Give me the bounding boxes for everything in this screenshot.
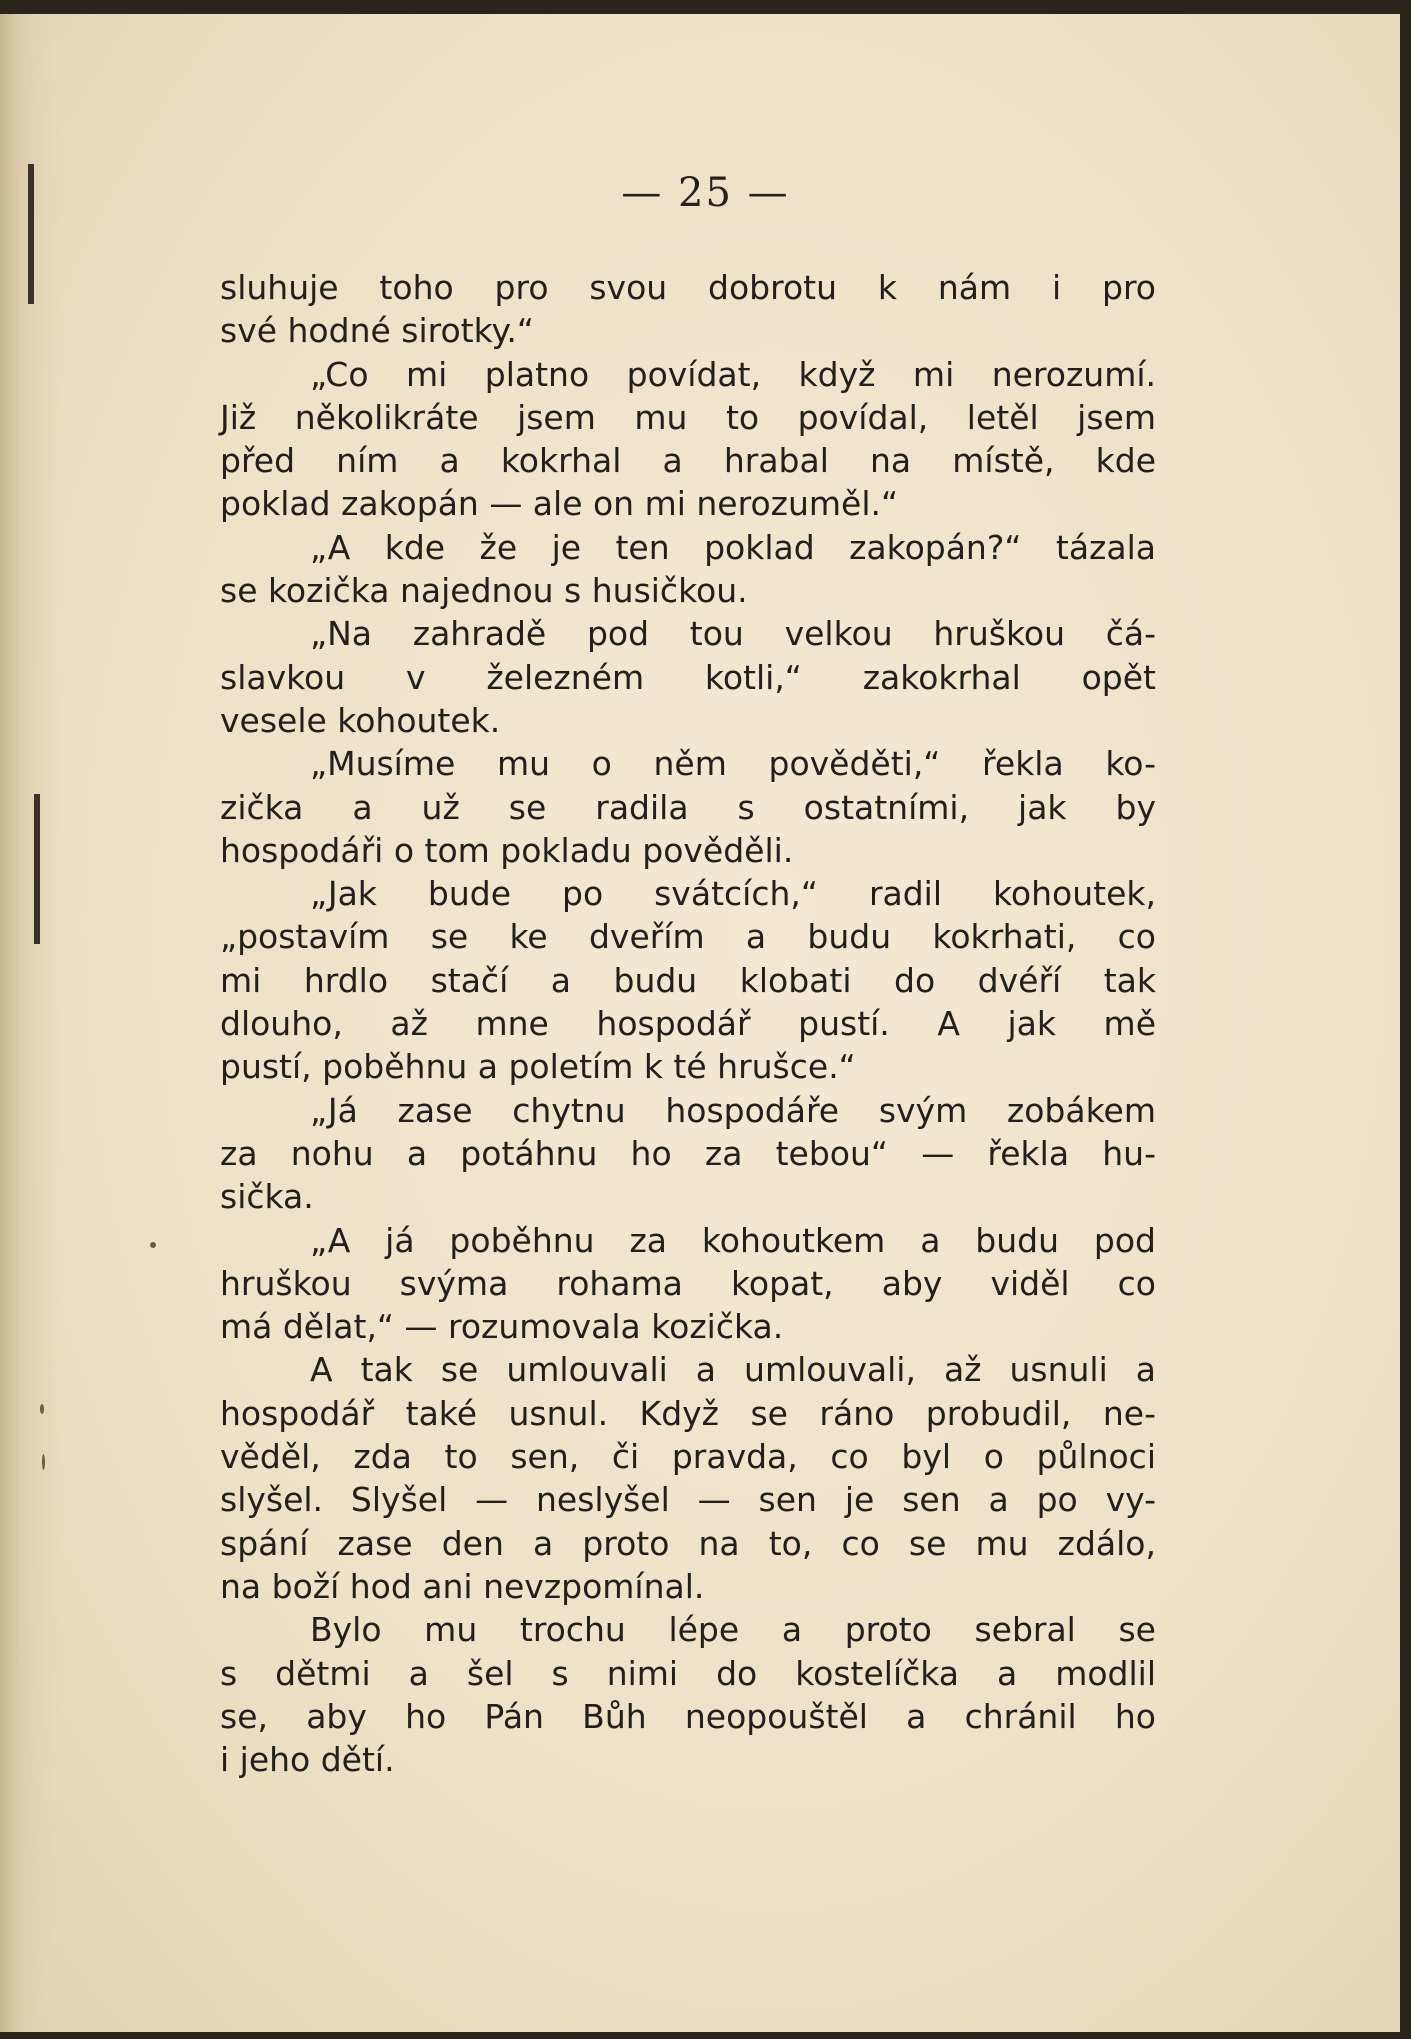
- text-line: „Musíme mu o něm pověděti,“ řekla ko-: [310, 744, 1156, 784]
- text-line: Již několikráte jsem mu to povídal, letěl jsem: [220, 397, 1156, 437]
- text-line: se, aby ho Pán Bůh neopouštěl a chránil ho: [220, 1696, 1156, 1736]
- text-line: „Já zase chytnu hospodáře svým zobákem: [310, 1090, 1156, 1130]
- text-line: sluhuje toho pro svou dobrotu k nám i pro: [220, 268, 1156, 307]
- paper-speck: [42, 1454, 45, 1470]
- text-line: spání zase den a proto na to, co se mu zdálo,: [220, 1523, 1156, 1563]
- text-line: A tak se umlouvali a umlouvali, až usnuli a: [310, 1350, 1156, 1390]
- body-text: [220, 266, 1156, 1781]
- text-line: i jeho dětí.: [220, 1740, 395, 1780]
- text-line: slavkou v železném kotli,“ zakokrhal opět: [220, 657, 1156, 697]
- text-line: mi hrdlo stačí a budu klobati do dvéří tak: [220, 960, 1156, 1000]
- text-line: pustí, poběhnu a poletím k té hrušce.“: [220, 1047, 856, 1087]
- text-line: za nohu a potáhnu ho za tebou“ — řekla hu-: [220, 1133, 1156, 1173]
- paper-speck: [40, 1404, 44, 1414]
- text-line: poklad zakopán — ale on mi nerozuměl.“: [220, 484, 899, 524]
- text-line: před ním a kokrhal a hrabal na místě, kde: [220, 441, 1156, 481]
- text-line: hospodáři o tom pokladu pověděli.: [220, 830, 794, 870]
- binding-thread-mark: [34, 794, 40, 944]
- text-line: věděl, zda to sen, či pravda, co byl o půlnoci: [220, 1437, 1156, 1477]
- text-line: má dělat,“ — rozumovala kozička.: [220, 1307, 784, 1347]
- text-line: Bylo mu trochu lépe a proto sebral se: [310, 1610, 1156, 1650]
- text-line: „A kde že je ten poklad zakopán?“ tázala: [310, 527, 1156, 567]
- text-line: vesele kohoutek.: [220, 700, 501, 740]
- text-line: „postavím se ke dveřím a budu kokrhati, co: [220, 917, 1156, 957]
- page-gutter: [0, 14, 60, 2032]
- text-line: se kozička najednou s husičkou.: [220, 571, 748, 611]
- paper-speck: [150, 1242, 156, 1248]
- text-line: zička a už se radila s ostatními, jak by: [220, 787, 1156, 827]
- text-line: „Na zahradě pod tou velkou hruškou čá-: [310, 614, 1156, 654]
- text-line: hospodář také usnul. Když se ráno probudil, ne-: [220, 1393, 1156, 1433]
- text-line: slyšel. Slyšel — neslyšel — sen je sen a po vy-: [220, 1480, 1156, 1520]
- text-line: sička.: [220, 1177, 314, 1217]
- page-number: — 25 —: [621, 170, 790, 216]
- text-line: „A já poběhnu za kohoutkem a budu pod: [310, 1220, 1156, 1260]
- text-line: „Co mi platno povídat, když mi nerozumí.: [310, 354, 1156, 394]
- text-line: na boží hod ani nevzpomínal.: [220, 1566, 705, 1606]
- text-line: hruškou svýma rohama kopat, aby viděl co: [220, 1263, 1156, 1303]
- text-line: s dětmi a šel s nimi do kostelíčka a modlil: [220, 1653, 1156, 1693]
- text-line: své hodné sirotky.“: [220, 311, 534, 351]
- text-line: dlouho, až mne hospodář pustí. A jak mě: [220, 1004, 1156, 1044]
- text-line: „Jak bude po svátcích,“ radil kohoutek,: [310, 874, 1156, 914]
